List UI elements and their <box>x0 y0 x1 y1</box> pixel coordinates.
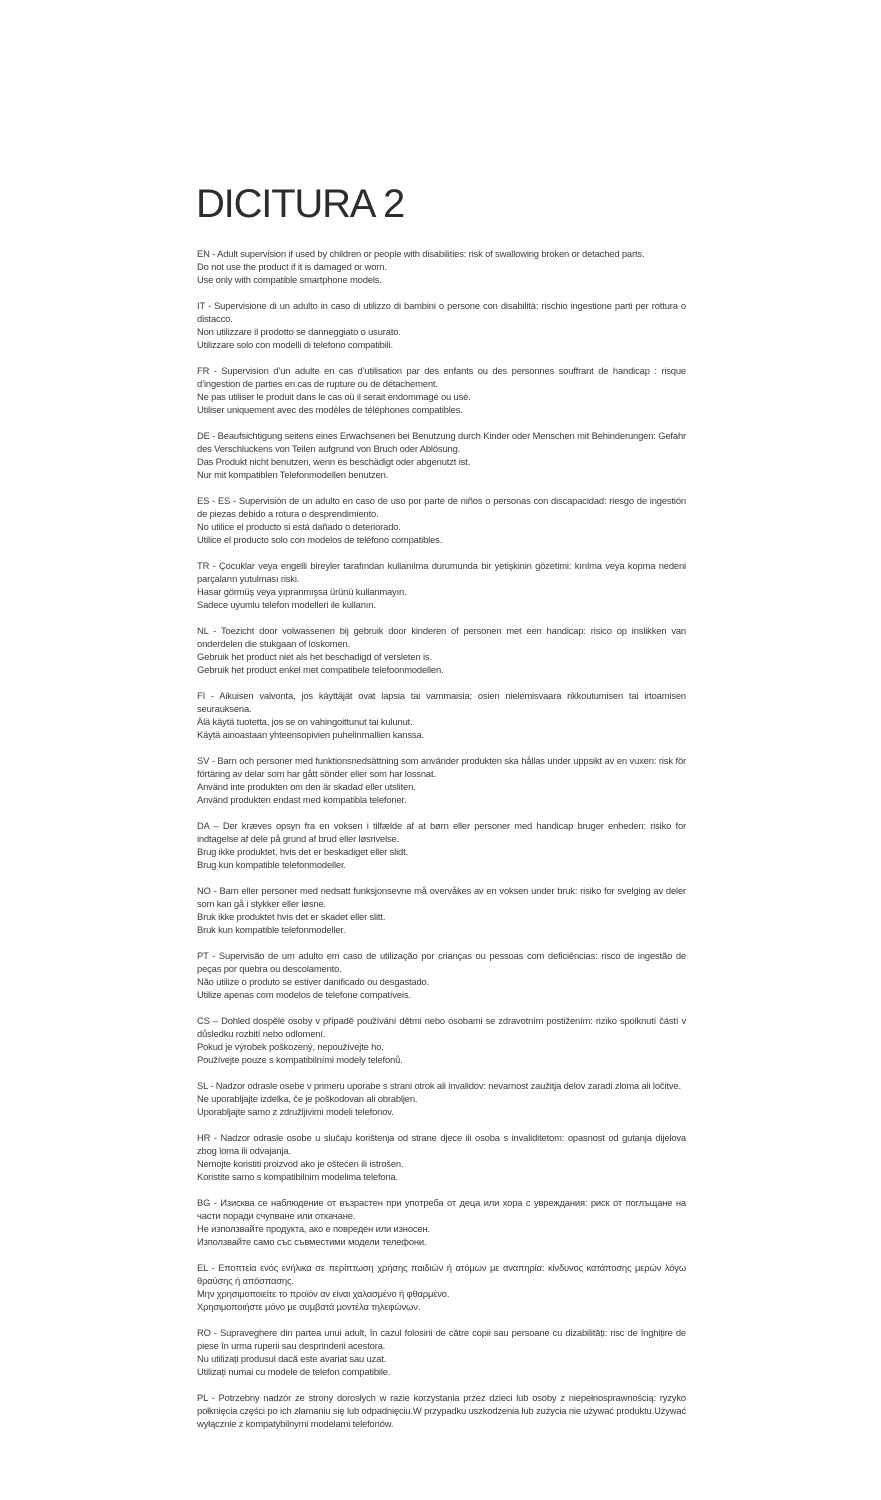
warning-paragraph-tr <box>197 559 686 611</box>
warning-paragraph-es <box>197 494 686 546</box>
warning-line: TR - Çocuklar veya engelli bireyler tarafından kullanılma durumunda bir yetişkinin gözetimi: kırılma veya kopma nedeni parçaların yutulması riski. <box>197 560 686 584</box>
warning-line: SV - Barn och personer med funktionsnedsättning som använder produkten ska hållas under uppsikt av en vuxen: risk för förtäring av delar som har gått sönder eller som har lossnat. <box>197 755 686 779</box>
warning-line: Gebruik het product niet als het beschadigd of versleten is. <box>197 651 432 662</box>
warnings-list <box>197 247 686 1443</box>
warning-line: Използвайте само със съвместими модели телефони. <box>197 1236 427 1247</box>
warning-line: NO - Barn eller personer med nedsatt funksjonsevne må overvåkes av en voksen under bruk: risiko for svelging av deler som kan gå i stykker eller løsne. <box>197 885 686 909</box>
warning-line: Use only with compatible smartphone models. <box>197 274 382 285</box>
warning-line: Hasar görmüş veya yıpranmışsa ürünü kullanmayın. <box>197 586 407 597</box>
warning-paragraph-de <box>197 429 686 481</box>
warning-line: Nur mit kompatiblen Telefonmodellen benutzen. <box>197 469 389 480</box>
warning-paragraph-el <box>197 1261 686 1313</box>
warning-line: FI - Aikuisen valvonta, jos käyttäjät ovat lapsia tai vammaisia; osien nielemisvaara rikkoutumisen tai irtoamisen seurauksena. <box>197 690 686 714</box>
warning-line: Gebruik het product enkel met compatibele telefoonmodellen. <box>197 664 444 675</box>
warning-paragraph-da <box>197 819 686 871</box>
warning-paragraph-pl <box>197 1391 686 1430</box>
warning-paragraph-sv <box>197 754 686 806</box>
warning-paragraph-en <box>197 247 686 286</box>
warning-line: Χρησιμοποιήστε μόνο με συμβατά μοντέλα τηλεφώνων. <box>197 1301 421 1312</box>
warning-line: Koristite samo s kompatibilnim modelima telefona. <box>197 1171 399 1182</box>
warning-line: DA – Der kræves opsyn fra en voksen i tilfælde af at børn eller personer med handicap bruger enheden: risiko for indtagelse af dele på grund af brud eller løsrivelse. <box>197 820 686 844</box>
warning-line: EN - Adult supervision if used by children or people with disabilities: risk of swallowing broken or detached parts. <box>197 248 645 259</box>
warning-line: BG - Изисква се наблюдение от възрастен при употреба от деца или хора с увреждания: риск от поглъщане на части поради счупване или откачане. <box>197 1197 686 1221</box>
warning-paragraph-nl <box>197 624 686 676</box>
warning-line: CS – Dohled dospělé osoby v případě používání dětmi nebo osobami se zdravotním postižením: riziko spolknutí částí v důsledku rozbití nebo odlomení. <box>197 1015 686 1039</box>
warning-line: PL - Potrzebny nadzór ze strony dorosłych w razie korzystania przez dzieci lub osoby z niepełnosprawnością: ryzyko połknięcia części po ich złamaniu się lub odpadnięciu.W przypadku uszkodzenia lub zużycia nie używać produktu.Używać wyłącznie z kompatybilnymi modelami telefonów. <box>197 1392 686 1429</box>
warning-line: PT - Supervisão de um adulto em caso de utilização por crianças ou pessoas com deficiências: risco de ingestão de peças por quebra ou descolamento. <box>197 950 686 974</box>
warning-line: Använd produkten endast med kompatibla telefoner. <box>197 794 407 805</box>
warning-line: Μην χρησιμοποιείτε το προϊόν αν είναι χαλασμένο ή φθαρμένο. <box>197 1288 450 1299</box>
warning-line: Ne pas utiliser le produit dans le cas où il serait endommagé ou usé. <box>197 391 471 402</box>
warning-line: Não utilize o produto se estiver danificado ou desgastado. <box>197 976 430 987</box>
page-title: DICITURA 2 <box>196 182 405 226</box>
warning-line: IT - Supervisione di un adulto in caso di utilizzo di bambini o persone con disabilità: rischio ingestione parti per rottura o distacco. <box>197 300 686 324</box>
warning-line: RO - Supraveghere din partea unui adult, în cazul folosirii de către copii sau persoane cu dizabilități: risc de înghițire de piese în urma ruperii sau desprinderii acestora. <box>197 1327 686 1351</box>
warning-paragraph-cs <box>197 1014 686 1066</box>
warning-line: ES - ES - Supervisión de un adulto en caso de uso por parte de niños o personas con discapacidad: riesgo de ingestión de piezas debido a rotura o desprendimiento. <box>197 495 686 519</box>
warning-line: Do not use the product if it is damaged or worn. <box>197 261 387 272</box>
warning-line: Bruk ikke produktet hvis det er skadet eller slitt. <box>197 911 386 922</box>
warning-line: Nu utilizați produsul dacă este avariat sau uzat. <box>197 1353 387 1364</box>
warning-paragraph-no <box>197 884 686 936</box>
warning-line: Ne uporabljajte izdelka, če je poškodovan ali obrabljen. <box>197 1093 418 1104</box>
warning-line: Använd inte produkten om den är skadad eller utsliten. <box>197 781 416 792</box>
warning-line: Pokud je výrobek poškozený, nepoužívejte ho. <box>197 1041 384 1052</box>
warning-paragraph-fr <box>197 364 686 416</box>
warning-line: Älä käytä tuotetta, jos se on vahingoittunut tai kulunut. <box>197 716 413 727</box>
warning-line: Käytä ainoastaan yhteensopivien puhelinmallien kanssa. <box>197 729 424 740</box>
warning-line: EL - Εποπτεία ενός ενήλικα σε περίπτωση χρήσης παιδιών ή ατόμων με αναπηρία: κίνδυνος κατάποσης μερών λόγω θραύσης ή απόσπασης. <box>197 1262 686 1286</box>
warning-line: Utilize apenas com modelos de telefone compatíveis. <box>197 989 411 1000</box>
warning-line: Brug kun kompatible telefonmodeller. <box>197 859 346 870</box>
warning-line: Bruk kun kompatible telefonmodeller. <box>197 924 346 935</box>
warning-line: Nemojte koristiti proizvod ako je oštećen ili istrošen. <box>197 1158 404 1169</box>
warning-paragraph-pt <box>197 949 686 1001</box>
warning-paragraph-ro <box>197 1326 686 1378</box>
warning-paragraph-bg <box>197 1196 686 1248</box>
warning-line: Uporabljajte samo z združljivimi modeli telefonov. <box>197 1106 394 1117</box>
warning-paragraph-sl <box>197 1079 686 1118</box>
warning-paragraph-hr <box>197 1131 686 1183</box>
warning-line: SL - Nadzor odrasle osebe v primeru uporabe s strani otrok ali invalidov: nevarnost zaužitja delov zaradi zloma ali ločitve. <box>197 1080 681 1091</box>
warning-line: NL - Toezicht door volwassenen bij gebruik door kinderen of personen met een handicap: risico op inslikken van onderdelen die stukgaan of loskomen. <box>197 625 686 649</box>
warning-line: Не използвайте продукта, ако е повреден или износен. <box>197 1223 430 1234</box>
warning-line: HR - Nadzor odrasle osobe u slučaju korištenja od strane djece ili osoba s invaliditetom: opasnost od gutanja dijelova zbog loma ili odvajanja. <box>197 1132 686 1156</box>
warning-line: Sadece uyumlu telefon modelleri ile kullanın. <box>197 599 376 610</box>
warning-line: DE - Beaufsichtigung seitens eines Erwachsenen bei Benutzung durch Kinder oder Menschen mit Behinderungen: Gefahr des Verschluckens von Teilen aufgrund von Bruch oder Ablösung. <box>197 430 686 454</box>
warning-line: FR - Supervision d’un adulte en cas d’utilisation par des enfants ou des personnes souffrant de handicap : risque d’ingestion de parties en cas de rupture ou de détachement. <box>197 365 686 389</box>
warning-paragraph-fi <box>197 689 686 741</box>
warning-line: Utiliser uniquement avec des modèles de téléphones compatibles. <box>197 404 463 415</box>
warning-line: Utilizați numai cu modele de telefon compatibile. <box>197 1366 391 1377</box>
warning-line: Používejte pouze s kompatibilními modely telefonů. <box>197 1054 403 1065</box>
warning-line: No utilice el producto si está dañado o deteriorado. <box>197 521 401 532</box>
warning-line: Das Produkt nicht benutzen, wenn es beschädigt oder abgenutzt ist. <box>197 456 471 467</box>
warning-line: Brug ikke produktet, hvis det er beskadiget eller slidt. <box>197 846 408 857</box>
warning-line: Utilice el producto solo con modelos de teléfono compatibles. <box>197 534 443 545</box>
warning-line: Utilizzare solo con modelli di telefono compatibili. <box>197 339 393 350</box>
warning-line: Non utilizzare il prodotto se danneggiato o usurato. <box>197 326 401 337</box>
warning-paragraph-it <box>197 299 686 351</box>
